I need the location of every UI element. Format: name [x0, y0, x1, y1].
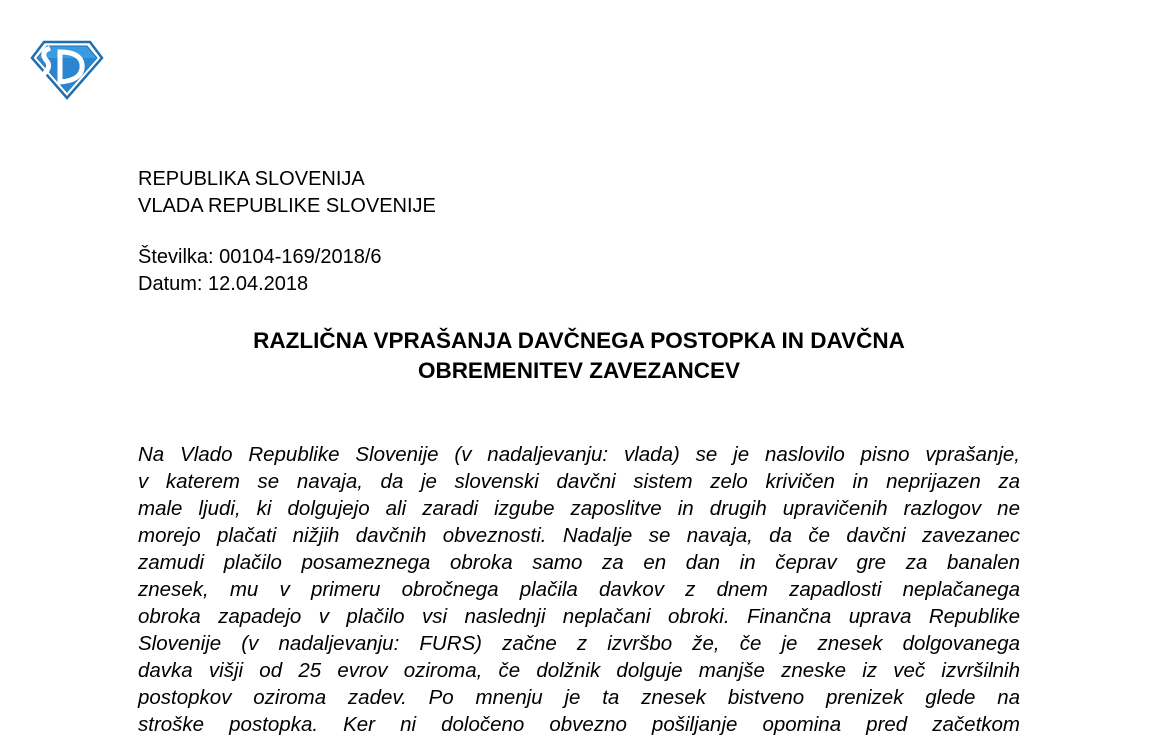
header-line-government: VLADA REPUBLIKE SLOVENIJE [138, 195, 436, 217]
title-line-1: RAZLIČNA VPRAŠANJA DAVČNEGA POSTOPKA IN DAVČNA [253, 328, 905, 353]
body-line: morejo plačati nižjih davčnih obveznosti. Nadalje se navaja, da če davčni zavezanec [138, 524, 1020, 547]
sd-diamond-logo [30, 40, 104, 100]
document-title [138, 326, 1020, 386]
body-line: stroške postopka. Ker ni določeno obvezno pošiljanje opomina pred začetkom [138, 713, 1020, 736]
header-line-republic: REPUBLIKA SLOVENIJA [138, 168, 365, 190]
body-line: znesek, mu v primeru obročnega plačila davkov z dnem zapadlosti neplačanega [138, 578, 1020, 601]
document-number: Številka: 00104-169/2018/6 [138, 246, 382, 268]
body-line: Na Vlado Republike Slovenije (v nadaljevanju: vlada) se je naslovilo pisno vprašanje, [138, 443, 1020, 466]
document-date: Datum: 12.04.2018 [138, 273, 309, 295]
title-line-2: OBREMENITEV ZAVEZANCEV [417, 358, 741, 383]
header [138, 166, 436, 220]
body-line: obroka zapadejo v plačilo vsi naslednji neplačani obroki. Finančna uprava Republike [138, 605, 1020, 628]
body-paragraph [138, 441, 1020, 738]
body-line: davka višji od 25 evrov oziroma, če dolžnik dolguje manjše zneske iz več izvršilnih [138, 659, 1020, 682]
body-line: zamudi plačilo posameznega obroka samo za en dan in čeprav gre za banalen [138, 551, 1020, 574]
body-line: v katerem se navaja, da je slovenski davčni sistem zelo krivičen in neprijazen za [138, 470, 1020, 493]
document-meta [138, 244, 382, 298]
body-line: postopkov oziroma zadev. Po mnenju je ta znesek bistveno prenizek glede na [138, 686, 1020, 709]
body-line: Slovenije (v nadaljevanju: FURS) začne z izvršbo že, če je znesek dolgovanega [138, 632, 1020, 655]
body-line: male ljudi, ki dolgujejo ali zaradi izgube zaposlitve in drugih upravičenih razlogov ne [138, 497, 1020, 520]
